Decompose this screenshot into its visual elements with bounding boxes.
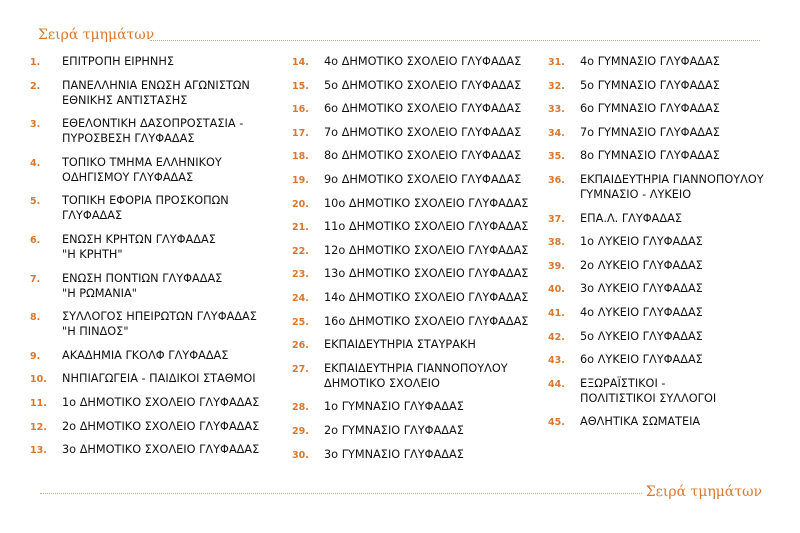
- item-label-line: 6ο ΛΥΚΕΙΟ ΓΛΥΦΑΔΑΣ: [580, 353, 703, 367]
- item-label: [324, 125, 521, 140]
- item-number: 39.: [548, 260, 565, 272]
- item-number: 6.: [30, 234, 41, 246]
- item-label: [62, 193, 229, 223]
- item-label-line: 5ο ΓΥΜΝΑΣΙΟ ΓΛΥΦΑΔΑΣ: [580, 78, 720, 92]
- item-label: [324, 54, 521, 69]
- item-label-line: 5ο ΔΗΜΟΤΙΚΟ ΣΧΟΛΕΙΟ ΓΛΥΦΑΔΑΣ: [324, 78, 522, 92]
- item-label-line: 1ο ΓΥΜΝΑΣΙΟ ΓΛΥΦΑΔΑΣ: [324, 400, 464, 414]
- item-number: 31.: [548, 57, 565, 68]
- item-label: [580, 352, 703, 367]
- item-number: 16.: [292, 104, 309, 116]
- item-label-line: 2ο ΛΥΚΕΙΟ ΓΛΥΦΑΔΑΣ: [580, 258, 703, 272]
- item-label-line: 7ο ΓΥΜΝΑΣΙΟ ΓΛΥΦΑΔΑΣ: [580, 125, 720, 139]
- item-number: 11.: [30, 397, 47, 409]
- item-label: [580, 211, 682, 226]
- item-label-line: "Η ΚΡΗΤΗ": [62, 247, 123, 261]
- list-item: [30, 232, 282, 262]
- item-label-line: 2ο ΓΥΜΝΑΣΙΟ ΓΛΥΦΑΔΑΣ: [324, 423, 464, 437]
- item-label: [62, 419, 259, 434]
- item-number: 24.: [292, 292, 309, 304]
- list-item: [548, 148, 790, 163]
- item-number: 27.: [292, 363, 309, 375]
- item-label: [62, 78, 250, 108]
- item-label-line: ΔΗΜΟΤΙΚΟ ΣΧΟΛΕΙΟ: [324, 376, 440, 390]
- list-item: [548, 258, 790, 273]
- item-label-line: ΕΠΙΤΡΟΠΗ ΕΙΡΗΝΗΣ: [62, 55, 175, 68]
- item-number: 38.: [548, 237, 565, 249]
- item-number: 9.: [30, 350, 41, 362]
- item-label: [324, 361, 508, 391]
- item-label: [324, 172, 521, 187]
- list-item: [292, 243, 544, 258]
- item-label-line: ΣΥΛΛΟΓΟΣ ΗΠΕΙΡΩΤΩΝ ΓΛΥΦΑΔΑΣ: [62, 310, 257, 324]
- item-label: [324, 148, 521, 163]
- list-item: [292, 399, 544, 414]
- item-number: 23.: [292, 269, 309, 281]
- item-label-line: 5ο ΛΥΚΕΙΟ ΓΛΥΦΑΔΑΣ: [580, 329, 703, 343]
- list-item: [292, 101, 544, 116]
- item-number: 15.: [292, 80, 309, 92]
- list-item: [30, 395, 282, 410]
- header-title: Σειρά τμημάτων: [38, 27, 155, 43]
- item-label: [62, 442, 259, 457]
- item-number: 33.: [548, 104, 565, 116]
- list-item: [30, 155, 282, 185]
- item-label: [324, 101, 521, 116]
- item-label: [324, 196, 528, 211]
- list-item: [548, 305, 790, 320]
- list-column-2: [292, 54, 544, 470]
- item-number: 28.: [292, 402, 309, 414]
- header-divider: [150, 40, 760, 41]
- list-item: [548, 54, 790, 69]
- item-number: 26.: [292, 340, 309, 352]
- item-label-line: ΕΘΕΛΟΝΤΙΚΗ ΔΑΣΟΠΡΟΣΤΑΣΙΑ -: [62, 117, 244, 131]
- list-item: [548, 376, 790, 406]
- item-label-line: 7ο ΔΗΜΟΤΙΚΟ ΣΧΟΛΕΙΟ ΓΛΥΦΑΔΑΣ: [324, 125, 522, 139]
- item-label-line: 6ο ΓΥΜΝΑΣΙΟ ΓΛΥΦΑΔΑΣ: [580, 102, 720, 116]
- item-number: 29.: [292, 425, 309, 437]
- list-item: [30, 442, 282, 457]
- item-number: 10.: [30, 374, 47, 386]
- item-number: 12.: [30, 421, 47, 433]
- item-label-line: ΤΟΠΙΚΟ ΤΜΗΜΑ ΕΛΛΗΝΙΚΟΥ: [62, 155, 222, 169]
- item-label-line: ΑΚΑΔΗΜΙΑ ΓΚΟΛΦ ΓΛΥΦΑΔΑΣ: [62, 348, 229, 362]
- item-number: 19.: [292, 174, 309, 186]
- item-label-line: 16ο ΔΗΜΟΤΙΚΟ ΣΧΟΛΕΙΟ ΓΛΥΦΑΔΑΣ: [324, 314, 529, 328]
- item-number: 5.: [30, 196, 41, 208]
- list-item: [292, 337, 544, 352]
- item-label-line: 2ο ΔΗΜΟΤΙΚΟ ΣΧΟΛΕΙΟ ΓΛΥΦΑΔΑΣ: [62, 419, 260, 433]
- item-number: 40.: [548, 284, 565, 296]
- item-label-line: "Η ΡΩΜΑΝΙΑ": [62, 286, 137, 300]
- list-item: [292, 361, 544, 391]
- list-item: [548, 125, 790, 140]
- item-label-line: 9ο ΔΗΜΟΤΙΚΟ ΣΧΟΛΕΙΟ ΓΛΥΦΑΔΑΣ: [324, 172, 522, 186]
- list-item: [292, 78, 544, 93]
- item-number: 13.: [30, 445, 47, 457]
- list-item: [30, 309, 282, 339]
- item-label-line: ΟΔΗΓΙΣΜΟΥ ΓΛΥΦΑΔΑΣ: [62, 170, 194, 184]
- item-label-line: 4ο ΔΗΜΟΤΙΚΟ ΣΧΟΛΕΙΟ ΓΛΥΦΑΔΑΣ: [324, 55, 522, 68]
- list-item: [292, 219, 544, 234]
- item-number: 7.: [30, 273, 41, 285]
- item-label: [580, 234, 703, 249]
- list-item: [292, 125, 544, 140]
- item-label: [580, 148, 720, 163]
- item-label-line: ΕΚΠΑΙΔΕΥΤΗΡΙΑ ΓΙΑΝΝΟΠΟΥΛΟΥ: [324, 361, 508, 375]
- item-number: 20.: [292, 198, 309, 210]
- item-label-line: ΕΝΩΣΗ ΠΟΝΤΙΩΝ ΓΛΥΦΑΔΑΣ: [62, 271, 223, 285]
- item-number: 2.: [30, 80, 41, 92]
- item-label-line: 8ο ΔΗΜΟΤΙΚΟ ΣΧΟΛΕΙΟ ΓΛΥΦΑΔΑΣ: [324, 149, 522, 163]
- item-label: [580, 172, 764, 202]
- item-label: [580, 54, 720, 69]
- item-label: [324, 314, 528, 329]
- item-label: [580, 329, 703, 344]
- list-item: [292, 447, 544, 462]
- list-item: [292, 423, 544, 438]
- item-label-line: ΝΗΠΙΑΓΩΓΕΙΑ - ΠΑΙΔΙΚΟΙ ΣΤΑΘΜΟΙ: [62, 372, 256, 386]
- item-label-line: 12ο ΔΗΜΟΤΙΚΟ ΣΧΟΛΕΙΟ ΓΛΥΦΑΔΑΣ: [324, 243, 529, 257]
- list-item: [30, 371, 282, 386]
- item-label: [324, 290, 528, 305]
- item-label-line: 10ο ΔΗΜΟΤΙΚΟ ΣΧΟΛΕΙΟ ΓΛΥΦΑΔΑΣ: [324, 196, 529, 210]
- item-label-line: "Η ΠΙΝΔΟΣ": [62, 325, 129, 339]
- list-item: [548, 234, 790, 249]
- list-item: [292, 314, 544, 329]
- item-number: 1.: [30, 57, 41, 68]
- item-label: [324, 447, 464, 462]
- item-label: [324, 78, 521, 93]
- item-label-line: ΕΞΩΡΑΪΣΤΙΚΟΙ -: [580, 376, 666, 390]
- footer-title: Σειρά τμημάτων: [645, 484, 762, 500]
- item-number: 3.: [30, 119, 41, 131]
- item-number: 45.: [548, 417, 565, 429]
- item-label-line: ΕΝΩΣΗ ΚΡΗΤΩΝ ΓΛΥΦΑΔΑΣ: [62, 232, 216, 246]
- item-label: [324, 337, 476, 352]
- item-label-line: ΕΠΑ.Λ. ΓΛΥΦΑΔΑΣ: [580, 211, 682, 225]
- item-label: [324, 399, 464, 414]
- list-item: [548, 414, 790, 429]
- item-label: [62, 54, 174, 69]
- item-label-line: 4ο ΓΥΜΝΑΣΙΟ ΓΛΥΦΑΔΑΣ: [580, 55, 720, 68]
- item-label-line: ΤΟΠΙΚΗ ΕΦΟΡΙΑ ΠΡΟΣΚΟΠΩΝ: [62, 194, 229, 208]
- item-number: 35.: [548, 151, 565, 163]
- item-label-line: ΠΥΡΟΣΒΕΣΗ ΓΛΥΦΑΔΑΣ: [62, 132, 195, 146]
- item-label-line: 3ο ΓΥΜΝΑΣΙΟ ΓΛΥΦΑΔΑΣ: [324, 447, 464, 461]
- list-item: [548, 281, 790, 296]
- item-label: [62, 232, 216, 262]
- item-label-line: 1ο ΔΗΜΟΤΙΚΟ ΣΧΟΛΕΙΟ ΓΛΥΦΑΔΑΣ: [62, 395, 260, 409]
- list-item: [30, 116, 282, 146]
- list-item: [548, 78, 790, 93]
- list-column-1: [30, 54, 282, 466]
- item-number: 41.: [548, 307, 565, 319]
- list-item: [292, 148, 544, 163]
- item-label: [580, 305, 703, 320]
- list-item: [292, 196, 544, 211]
- list-item: [292, 290, 544, 305]
- item-label-line: ΓΛΥΦΑΔΑΣ: [62, 209, 123, 223]
- item-label: [580, 376, 716, 406]
- item-number: 44.: [548, 378, 565, 390]
- item-number: 21.: [292, 222, 309, 234]
- item-label: [62, 309, 257, 339]
- item-number: 43.: [548, 355, 565, 367]
- list-item: [292, 172, 544, 187]
- item-label-line: ΑΘΛΗΤΙΚΑ ΣΩΜΑΤΕΙΑ: [580, 415, 701, 429]
- list-item: [548, 329, 790, 344]
- item-label: [62, 395, 259, 410]
- item-label: [324, 266, 528, 281]
- item-label: [580, 125, 720, 140]
- item-label: [580, 281, 703, 296]
- item-number: 30.: [292, 449, 309, 461]
- item-number: 37.: [548, 213, 565, 225]
- item-label-line: ΠΟΛΙΤΙΣΤΙΚΟΙ ΣΥΛΛΟΓΟΙ: [580, 391, 717, 405]
- item-label: [580, 101, 720, 116]
- item-label-line: ΕΚΠΑΙΔΕΥΤΗΡΙΑ ΓΙΑΝΝΟΠΟΥΛΟΥ: [580, 172, 764, 186]
- item-label-line: ΕΘΝΙΚΗΣ ΑΝΤΙΣΤΑΣΗΣ: [62, 93, 188, 107]
- list-item: [30, 348, 282, 363]
- footer-divider: [40, 493, 642, 494]
- list-item: [30, 193, 282, 223]
- item-label: [580, 258, 703, 273]
- item-number: 36.: [548, 174, 565, 186]
- item-label-line: 14ο ΔΗΜΟΤΙΚΟ ΣΧΟΛΕΙΟ ΓΛΥΦΑΔΑΣ: [324, 290, 529, 304]
- list-item: [548, 211, 790, 226]
- item-label-line: ΠΑΝΕΛΛΗΝΙΑ ΕΝΩΣΗ ΑΓΩΝΙΣΤΩΝ: [62, 78, 250, 92]
- item-label: [62, 371, 256, 386]
- list-item: [30, 54, 282, 69]
- item-number: 42.: [548, 331, 565, 343]
- item-label-line: 4ο ΛΥΚΕΙΟ ΓΛΥΦΑΔΑΣ: [580, 305, 703, 319]
- item-label: [62, 348, 228, 363]
- item-label: [62, 116, 243, 146]
- list-item: [548, 172, 790, 202]
- item-number: 14.: [292, 57, 309, 68]
- item-label: [324, 243, 528, 258]
- list-item: [292, 266, 544, 281]
- item-label-line: 11ο ΔΗΜΟΤΙΚΟ ΣΧΟΛΕΙΟ ΓΛΥΦΑΔΑΣ: [324, 220, 529, 234]
- list-item: [292, 54, 544, 69]
- item-label-line: 1ο ΛΥΚΕΙΟ ΓΛΥΦΑΔΑΣ: [580, 235, 703, 249]
- item-label: [62, 271, 222, 301]
- item-number: 25.: [292, 316, 309, 328]
- item-number: 34.: [548, 127, 565, 139]
- item-label-line: ΓΥΜΝΑΣΙΟ - ΛΥΚΕΙΟ: [580, 187, 692, 201]
- item-label: [324, 219, 528, 234]
- list-item: [548, 352, 790, 367]
- item-number: 8.: [30, 312, 41, 324]
- item-label: [580, 414, 700, 429]
- item-number: 18.: [292, 151, 309, 163]
- item-label-line: 3ο ΛΥΚΕΙΟ ΓΛΥΦΑΔΑΣ: [580, 282, 703, 296]
- item-number: 22.: [292, 245, 309, 257]
- item-number: 17.: [292, 127, 309, 139]
- item-label-line: 6ο ΔΗΜΟΤΙΚΟ ΣΧΟΛΕΙΟ ΓΛΥΦΑΔΑΣ: [324, 102, 522, 116]
- item-label: [62, 155, 222, 185]
- list-item: [30, 271, 282, 301]
- list-column-3: [548, 54, 790, 438]
- item-label-line: 3ο ΔΗΜΟΤΙΚΟ ΣΧΟΛΕΙΟ ΓΛΥΦΑΔΑΣ: [62, 443, 260, 457]
- list-item: [30, 78, 282, 108]
- item-label: [324, 423, 464, 438]
- item-label: [580, 78, 720, 93]
- item-label-line: 13ο ΔΗΜΟΤΙΚΟ ΣΧΟΛΕΙΟ ΓΛΥΦΑΔΑΣ: [324, 267, 529, 281]
- item-number: 32.: [548, 80, 565, 92]
- item-label-line: ΕΚΠΑΙΔΕΥΤΗΡΙΑ ΣΤΑΥΡΑΚΗ: [324, 338, 476, 352]
- item-label-line: 8ο ΓΥΜΝΑΣΙΟ ΓΛΥΦΑΔΑΣ: [580, 149, 720, 163]
- item-number: 4.: [30, 157, 41, 169]
- list-item: [548, 101, 790, 116]
- list-item: [30, 419, 282, 434]
